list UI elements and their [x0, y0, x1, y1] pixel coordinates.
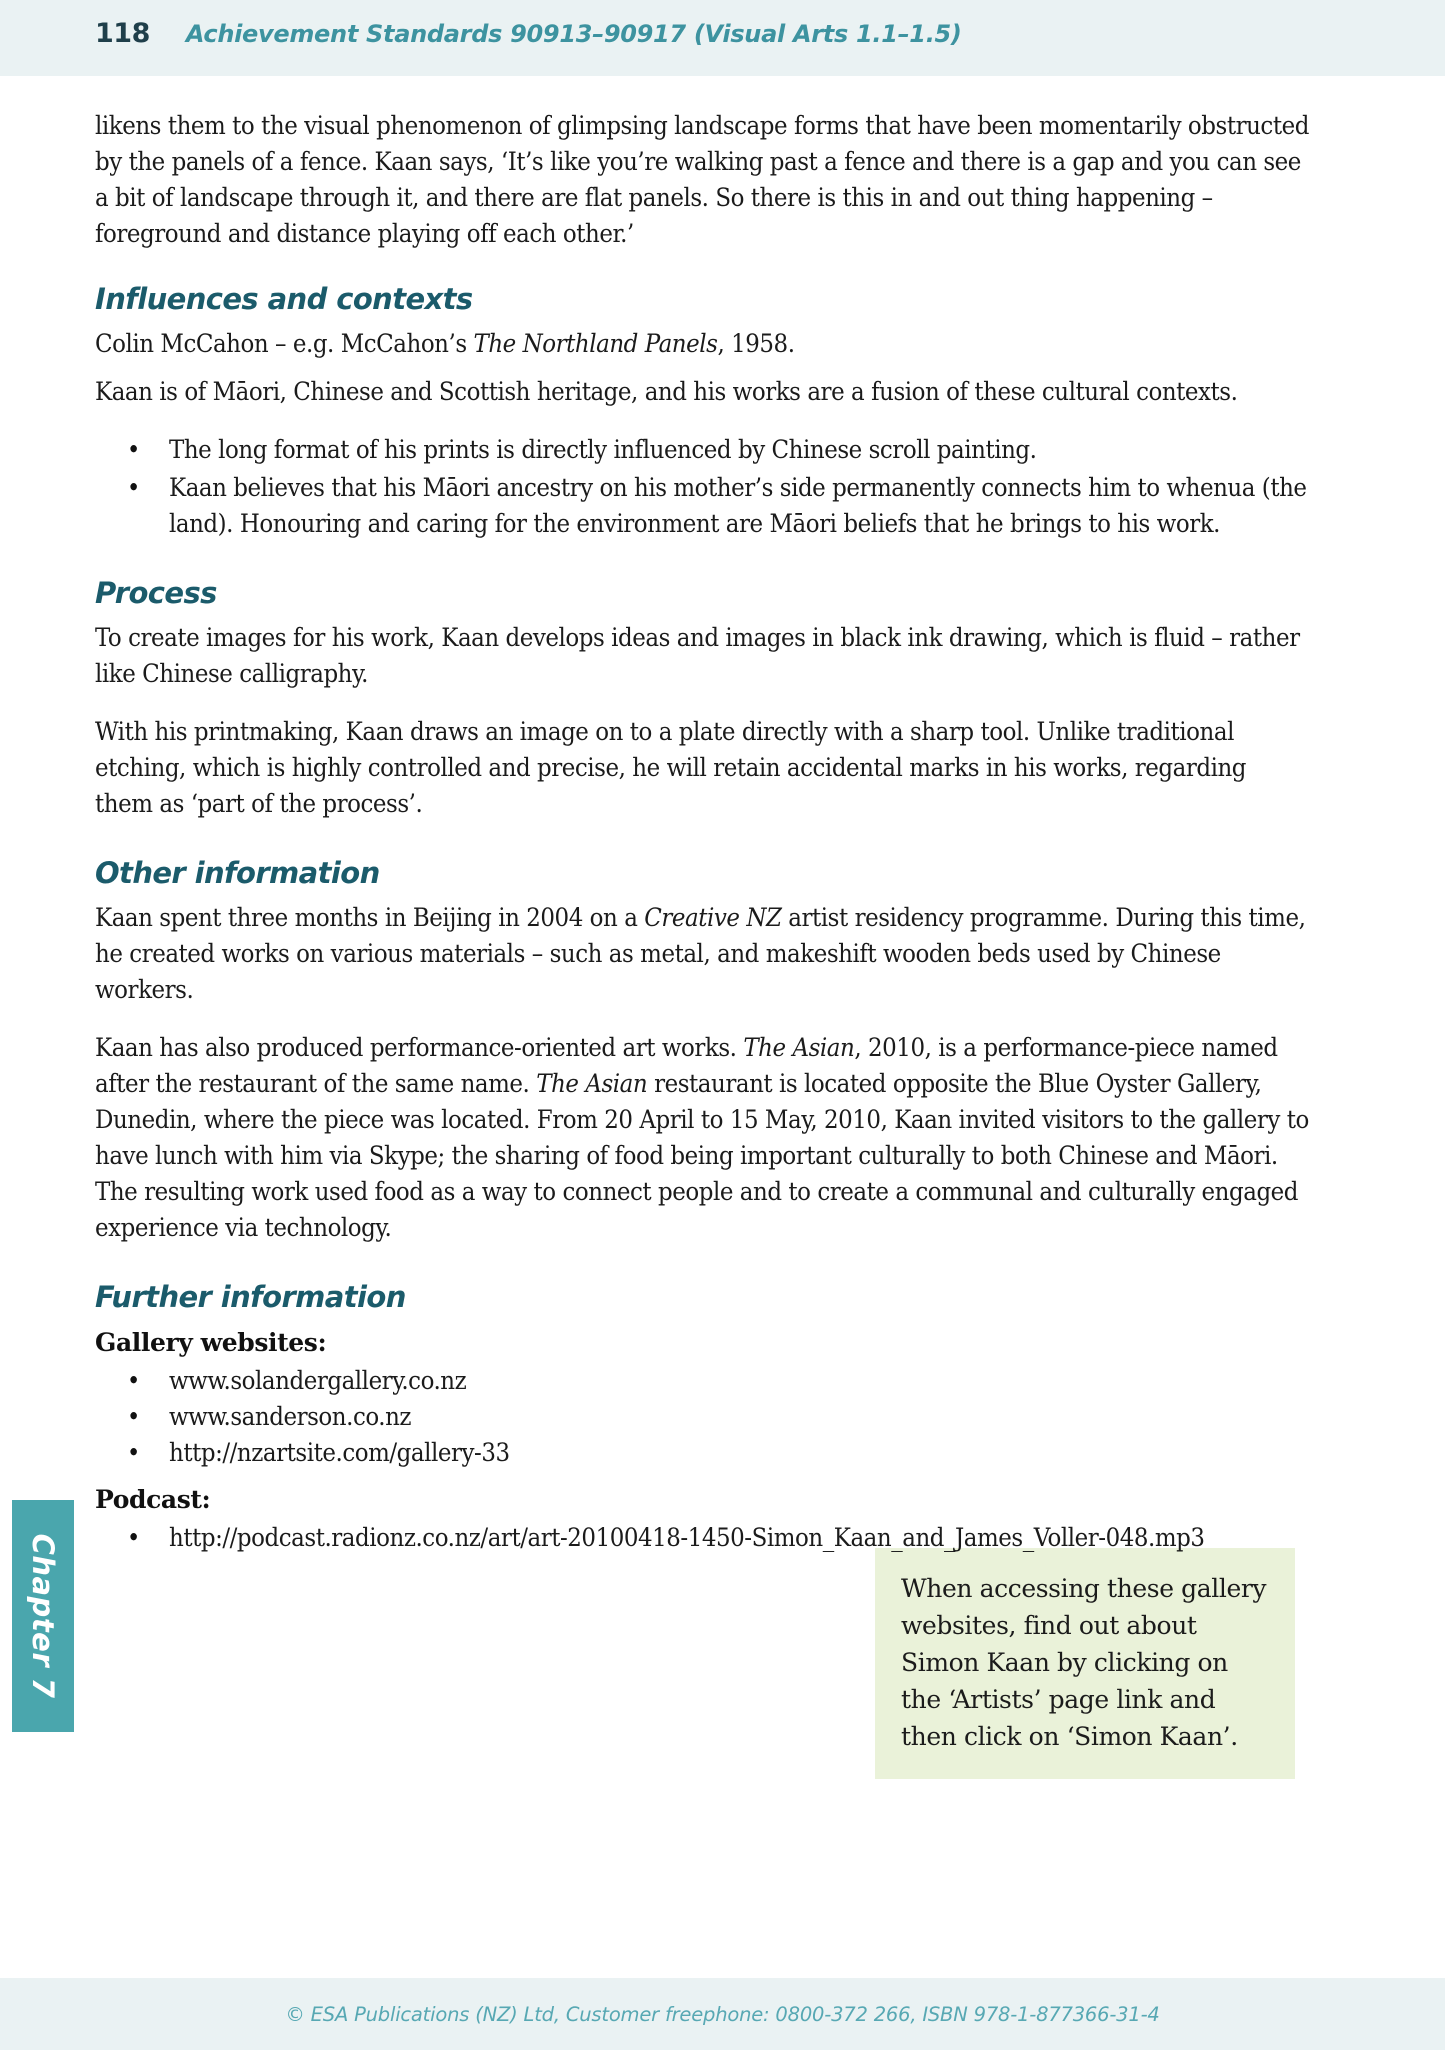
other-information-paragraph-1	[95, 900, 1310, 1008]
influences-paragraph-2: Kaan is of Māori, Chinese and Scottish heritage, and his works are a fusion of these cultural contexts.	[95, 377, 1238, 407]
list-item	[95, 470, 1310, 542]
callout-box	[875, 1548, 1295, 1779]
list-item	[95, 432, 1310, 468]
gallery-links-list	[95, 1363, 1310, 1471]
chapter-tab-label: Chapter 7	[26, 1533, 60, 1699]
podcast-links-list	[95, 1520, 1310, 1556]
bullet-icon: •	[127, 1402, 140, 1431]
process-paragraph-1: To create images for his work, Kaan develops ideas and images in black ink drawing, which is fluid – rather like Chinese calligraphy.	[95, 623, 1300, 689]
heading-other-information: Other information	[95, 856, 380, 890]
list-item	[95, 1363, 1310, 1399]
gallery-link[interactable]: www.solandergallery.co.nz	[169, 1366, 467, 1396]
heading-process: Process	[95, 576, 217, 610]
gallery-link[interactable]: http://nzartsite.com/gallery-33	[169, 1438, 510, 1468]
influences-p1-post: , 1958.	[717, 329, 795, 359]
other-information-paragraph-2	[95, 1030, 1310, 1246]
bullet-icon: •	[127, 1438, 140, 1467]
influences-p1-title: The Northland Panels	[473, 329, 718, 359]
bullet-icon: •	[127, 1523, 140, 1552]
influences-p1-pre: Colin McCahon – e.g. McCahon’s	[95, 329, 474, 359]
intro-paragraph: likens them to the visual phenomenon of glimpsing landscape forms that have been momentarily obstructed by the panels of a fence. Kaan says, ‘It’s like you’re walking past a fence and there is a gap and you can see a bit of landscape through it, and there are flat panels. So there is this in and out thing happening – foreground and distance playing off each other.’	[95, 111, 1309, 249]
page-number: 118	[95, 18, 150, 49]
other-p2-mid: , 2010, is a performance-piece named after the restaurant of the same name.	[95, 1033, 1278, 1099]
running-title: Achievement Standards 90913–90917 (Visual Arts 1.1–1.5)	[185, 20, 962, 48]
other-p2-pre: Kaan has also produced performance-oriented art works.	[95, 1033, 744, 1063]
list-item	[95, 1399, 1310, 1435]
other-p2-italic-2: The Asian	[536, 1069, 648, 1099]
list-item	[95, 1520, 1310, 1556]
bullet-icon: •	[127, 1366, 140, 1395]
gallery-websites-label: Gallery websites:	[95, 1328, 327, 1357]
other-p2-post: restaurant is located opposite the Blue Oyster Gallery, Dunedin, where the piece was located. From 20 April to 15 May, 2010, Kaan invited visitors to the gallery to have lunch with him via Skype; the sharing of food being important culturally to both Chinese and Māori. The resulting work used food as a way to connect people and to create a communal and culturally engaged experience via technology.	[95, 1069, 1309, 1243]
list-item	[95, 1435, 1310, 1471]
other-p1-italic: Creative NZ	[644, 903, 782, 933]
process-paragraph-2: With his printmaking, Kaan draws an image on to a plate directly with a sharp tool. Unlike traditional etching, which is highly controlled and precise, he will retain accidental marks in his works, regarding them as ‘part of the process’.	[95, 717, 1247, 819]
other-p1-pre: Kaan spent three months in Beijing in 2004 on a	[95, 903, 645, 933]
heading-influences-and-contexts: Influences and contexts	[95, 282, 473, 316]
influences-paragraph-1	[95, 326, 1310, 362]
page-header-band	[0, 0, 1445, 76]
chapter-tab	[12, 1500, 74, 1732]
other-p1-post: artist residency programme. During this time, he created works on various materials – such as metal, and makeshift wooden beds used by Chinese workers.	[95, 903, 1306, 1005]
callout-text: When accessing these gallery websites, find out about Simon Kaan by clicking on the ‘Artists’ page link and then click on ‘Simon Kaan’.	[901, 1574, 1267, 1751]
heading-further-information: Further information	[95, 1280, 406, 1314]
influences-bullet-list	[95, 432, 1310, 542]
list-item-text: The long format of his prints is directly influenced by Chinese scroll painting.	[169, 435, 1037, 465]
bullet-icon: •	[127, 473, 140, 502]
podcast-link[interactable]: http://podcast.radionz.co.nz/art/art-20100418-1450-Simon_Kaan_and_James_Voller-048.mp3	[169, 1523, 1205, 1553]
page-content	[95, 108, 1310, 1570]
podcast-label: Podcast:	[95, 1485, 211, 1514]
page-header	[95, 18, 962, 49]
list-item-text: Kaan believes that his Māori ancestry on his mother’s side permanently connects him to whenua (the land). Honouring and caring for the environment are Māori beliefs that he brings to his work.	[169, 473, 1307, 539]
page-footer-band	[0, 1978, 1445, 2050]
other-p2-italic-1: The Asian	[743, 1033, 855, 1063]
gallery-link[interactable]: www.sanderson.co.nz	[169, 1402, 412, 1432]
footer-copyright: © ESA Publications (NZ) Ltd, Customer freephone: 0800-372 266, ISBN 978-1-877366-31-4	[285, 2002, 1160, 2026]
bullet-icon: •	[127, 435, 140, 464]
